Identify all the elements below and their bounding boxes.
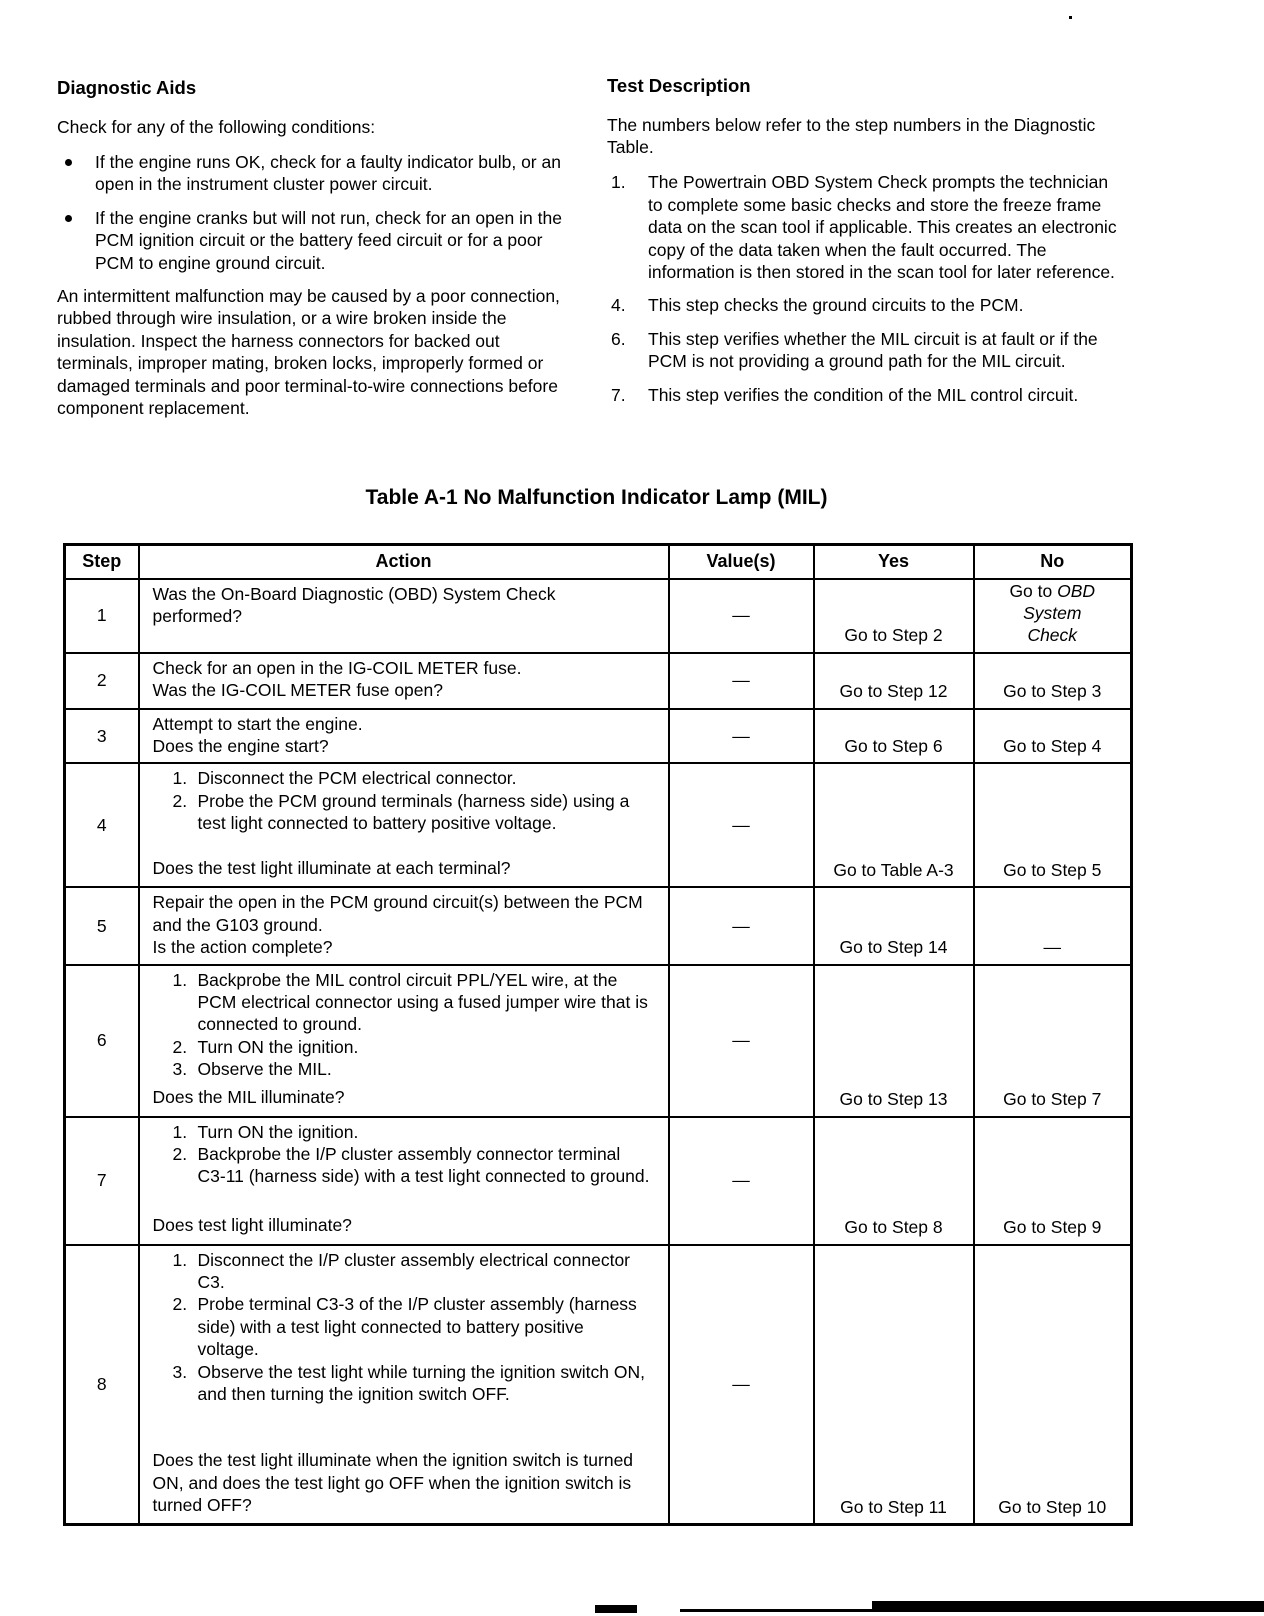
list-item <box>57 207 579 274</box>
action-numbered-step <box>153 790 650 835</box>
diagnostic-aids-section <box>57 76 579 432</box>
action-numbered-step <box>153 1121 650 1143</box>
table-row <box>65 1117 1132 1245</box>
item-text: This step checks the ground circuits to the PCM. <box>648 295 1024 316</box>
header-step: Step <box>65 545 139 579</box>
item-text: The Powertrain OBD System Check prompts the technician to complete some basic checks and store the freeze frame data on the scan tool if applicable. This creates an electronic copy of the data taken when the fault occurred. The information is then stored in the scan tool for later reference. <box>648 172 1117 283</box>
no-cell: Go to Step 9 <box>974 1117 1132 1245</box>
action-numbered-step <box>153 1293 650 1360</box>
step-cell: 3 <box>65 709 139 764</box>
action-step-number: 2. <box>172 790 188 811</box>
bullet-icon <box>65 159 72 166</box>
item-number: 7. <box>611 384 626 405</box>
no-cell <box>974 579 1132 653</box>
table-row <box>65 763 1132 887</box>
table-row <box>65 887 1132 964</box>
action-step-number: 1. <box>172 1249 188 1270</box>
action-question: Was the IG-COIL METER fuse open? <box>152 680 443 701</box>
bullet-icon <box>65 215 72 222</box>
value-cell: — <box>669 579 814 653</box>
diagnostic-table <box>63 543 1133 1526</box>
action-step-number: 1. <box>172 768 188 789</box>
no-cell: Go to Step 7 <box>974 965 1132 1117</box>
list-item <box>57 151 579 196</box>
header-action: Action <box>139 545 669 579</box>
no-cell: — <box>974 887 1132 964</box>
action-step-number: 1. <box>172 969 188 990</box>
yes-cell: Go to Table A-3 <box>814 763 974 887</box>
step-cell: 8 <box>65 1245 139 1525</box>
value-cell: — <box>669 653 814 709</box>
action-numbered-step <box>153 1036 650 1058</box>
action-step-text: Observe the MIL. <box>197 1059 332 1080</box>
action-text: Attempt to start the engine. <box>152 713 363 734</box>
action-question: Does the MIL illuminate? <box>152 1087 345 1108</box>
item-number: 4. <box>611 295 626 316</box>
value-cell: — <box>669 763 814 887</box>
diagnostic-aids-intro: Check for any of the following conditions: <box>57 116 376 137</box>
action-step-text: Disconnect the PCM electrical connector. <box>197 768 517 789</box>
action-question: Was the On-Board Diagnostic (OBD) System Check performed? <box>152 583 556 626</box>
step-cell: 1 <box>65 579 139 653</box>
action-step-text: Backprobe the MIL control circuit PPL/YEL wire, at the PCM electrical connector using a fused jumper wire that is connected to ground. <box>197 969 648 1035</box>
step-cell: 4 <box>65 763 139 887</box>
list-item <box>607 294 1123 316</box>
action-step-text: Disconnect the I/P cluster assembly electrical connector C3. <box>197 1249 631 1293</box>
action-step-number: 1. <box>172 1121 188 1142</box>
no-cell: Go to Step 10 <box>974 1245 1132 1525</box>
action-cell <box>139 763 669 887</box>
step-cell: 5 <box>65 887 139 964</box>
action-question: Does the engine start? <box>152 736 329 757</box>
no-cell: Go to Step 3 <box>974 653 1132 709</box>
action-cell <box>139 887 669 964</box>
scan-artifact <box>1069 16 1072 19</box>
table-title: Table A-1 No Malfunction Indicator Lamp (MIL) <box>365 486 828 509</box>
yes-cell: Go to Step 12 <box>814 653 974 709</box>
item-text: This step verifies the condition of the MIL control circuit. <box>648 384 1079 405</box>
list-item <box>607 171 1123 283</box>
header-no: No <box>974 545 1132 579</box>
value-cell: — <box>669 1245 814 1525</box>
value-cell: — <box>669 709 814 764</box>
action-cell <box>139 709 669 764</box>
action-cell <box>139 653 669 709</box>
action-step-text: Probe the PCM ground terminals (harness side) using a test light connected to battery positive voltage. <box>197 790 630 834</box>
action-numbered-step <box>153 767 650 789</box>
action-step-number: 3. <box>172 1361 188 1382</box>
header-yes: Yes <box>814 545 974 579</box>
item-number: 1. <box>611 172 626 193</box>
table-row <box>65 965 1132 1117</box>
action-step-number: 3. <box>172 1059 188 1080</box>
action-question: Does test light illuminate? <box>152 1215 352 1236</box>
step-cell: 6 <box>65 965 139 1117</box>
action-step-text: Turn ON the ignition. <box>197 1036 359 1057</box>
table-row <box>65 1245 1132 1525</box>
action-question: Does the test light illuminate at each terminal? <box>152 858 511 879</box>
bullet-text: If the engine cranks but will not run, check for an open in the PCM ignition circuit or the battery feed circuit or for a poor PCM to engine ground circuit. <box>95 207 562 273</box>
action-numbered-step <box>153 1249 650 1294</box>
diagnostic-table-body <box>65 579 1132 1525</box>
no-cell: Go to Step 5 <box>974 763 1132 887</box>
action-numbered-step <box>153 1143 650 1188</box>
action-cell <box>139 579 669 653</box>
action-step-number: 2. <box>172 1036 188 1057</box>
action-step-text: Backprobe the I/P cluster assembly connector terminal C3-11 (harness side) with a test light connected to ground. <box>197 1144 650 1187</box>
action-cell <box>139 1117 669 1245</box>
table-header-row <box>65 545 1132 579</box>
action-step-number: 2. <box>172 1294 188 1315</box>
item-number: 6. <box>611 328 626 349</box>
no-cell: Go to Step 4 <box>974 709 1132 764</box>
list-item <box>607 384 1123 406</box>
step-cell: 2 <box>65 653 139 709</box>
header-values: Value(s) <box>669 545 814 579</box>
item-text: This step verifies whether the MIL circuit is at fault or if the PCM is not providing a ground path for the MIL circuit. <box>648 328 1098 372</box>
diagnostic-aids-heading: Diagnostic Aids <box>57 77 197 98</box>
table-row <box>65 579 1132 653</box>
value-cell: — <box>669 1117 814 1245</box>
action-numbered-step <box>153 1058 650 1080</box>
action-question: Is the action complete? <box>152 937 333 958</box>
table-row <box>65 709 1132 764</box>
no-cell-text: Go to OBD System Check <box>1009 580 1096 646</box>
test-description-intro: The numbers below refer to the step numbers in the Diagnostic Table. <box>607 114 1096 158</box>
yes-cell: Go to Step 6 <box>814 709 974 764</box>
action-cell <box>139 1245 669 1525</box>
action-numbered-step <box>153 1361 650 1406</box>
scan-artifact <box>595 1605 637 1613</box>
action-numbered-step <box>153 969 650 1036</box>
yes-cell: Go to Step 2 <box>814 579 974 653</box>
test-description-heading: Test Description <box>607 75 751 96</box>
list-item <box>607 328 1123 373</box>
diagnostic-aids-paragraph: An intermittent malfunction may be caused by a poor connection, rubbed through wire insulation, or a wire broken inside the insulation. Inspect the harness connectors for backed out terminals, improper mating, broken locks, improperly formed or damaged terminals and poor terminal-to-wire connections before component replacement. <box>57 286 560 418</box>
action-step-number: 2. <box>172 1144 188 1165</box>
action-text: Check for an open in the IG-COIL METER fuse. <box>152 657 522 678</box>
value-cell: — <box>669 965 814 1117</box>
action-step-text: Observe the test light while turning the ignition switch ON, and then turning the ignition switch OFF. <box>197 1361 645 1404</box>
bullet-text: If the engine runs OK, check for a faulty indicator bulb, or an open in the instrument cluster power circuit. <box>95 152 561 195</box>
action-text: Repair the open in the PCM ground circuit(s) between the PCM and the G103 ground. <box>152 892 643 935</box>
table-row <box>65 653 1132 709</box>
action-step-text: Turn ON the ignition. <box>197 1121 359 1142</box>
step-cell: 7 <box>65 1117 139 1245</box>
action-question: Does the test light illuminate when the ignition switch is turned ON, and does the test light go OFF when the ignition switch is turned OFF? <box>152 1450 634 1516</box>
yes-cell: Go to Step 11 <box>814 1245 974 1525</box>
yes-cell: Go to Step 8 <box>814 1117 974 1245</box>
yes-cell: Go to Step 13 <box>814 965 974 1117</box>
test-description-section <box>607 74 1123 417</box>
action-cell <box>139 965 669 1117</box>
scan-artifact <box>872 1601 1264 1612</box>
value-cell: — <box>669 887 814 964</box>
yes-cell: Go to Step 14 <box>814 887 974 964</box>
action-step-text: Probe terminal C3-3 of the I/P cluster assembly (harness side) with a test light connected to battery positive voltage. <box>197 1294 637 1360</box>
